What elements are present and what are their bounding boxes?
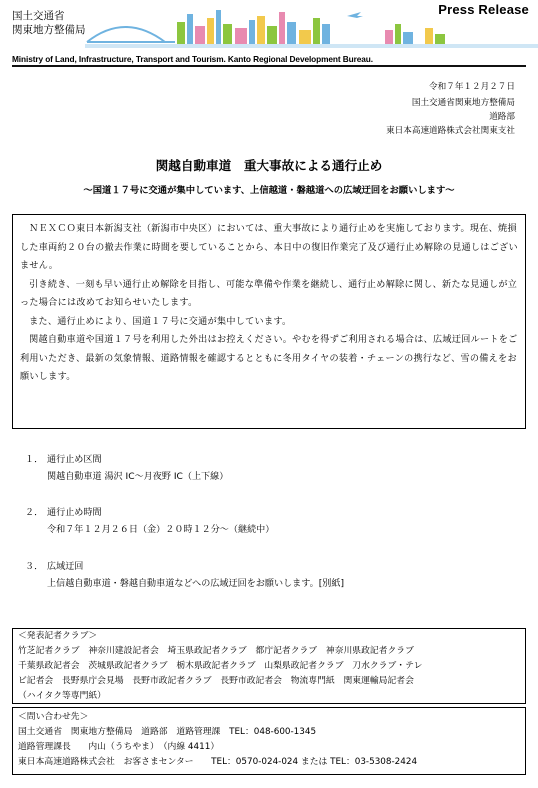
item-2-number: ２． (25, 508, 44, 518)
document-title: 関越自動車道 重大事故による通行止め (155, 158, 383, 173)
press-clubs-line: 竹芝記者クラブ 神奈川建設記者会 埼玉県政記者クラブ 都庁記者クラブ 神奈川県政記者クラブ (18, 646, 414, 656)
issuer-line3: 東日本高速道路株式会社関東支社 (386, 126, 515, 136)
contact-line: 道路管理課長 内山（うちやま） （内線 4411） (18, 742, 220, 752)
item-1-heading: 通行止め区間 (47, 455, 102, 465)
item-2-detail: 令和７年１２月２６日（金）２０時１２分～（継続中） (47, 525, 275, 535)
issuer-line1: 国土交通省関東地方整備局 (411, 98, 515, 108)
contact-heading: ＜問い合わせ先＞ (18, 712, 89, 722)
item-1-detail: 関越自動車道 湯沢 IC～月夜野 IC（上下線） (47, 472, 229, 482)
press-clubs-line: （ハイタク等専門紙） (18, 691, 106, 701)
document-subtitle: ～国道１７号に交通が集中しています、上信越道・磐越道への広域迂回をお願いします～ (83, 185, 455, 196)
press-release-label: Press Release (438, 2, 529, 17)
item-3-number: ３． (25, 562, 44, 572)
header-divider (12, 65, 526, 67)
press-clubs-line: 千葉県政記者会 茨城県政記者クラブ 栃木県政記者クラブ 山梨県政記者クラブ 刀水クラブ・テレ (18, 661, 423, 671)
item-3-detail: 上信越自動車道・磐越自動車道などへの広域迂回をお願いします。[別紙] (47, 579, 345, 589)
press-clubs-line: ビ記者会 長野県庁会見場 長野市政記者クラブ 長野市政記者会 物流専門紙 関東運輸局記者会 (18, 676, 414, 686)
org-name-line1: 国土交通省 (12, 10, 65, 22)
item-1-number: １． (25, 455, 44, 465)
ministry-english-name: Ministry of Land, Infrastructure, Transport and Tourism. Kanto Regional Development Bureau. (12, 54, 373, 64)
issuer-line2: 道路部 (489, 112, 515, 122)
item-2-heading: 通行止め時間 (47, 508, 102, 518)
release-date: 令和７年１２月２７日 (429, 82, 515, 92)
body-paragraph-2: 引き続き、一刻も早い通行止め解除を目指し、可能な準備や作業を継続し、通行止め解除に関し、新たな見通しが立った場合には改めてお知らせいたします。 (20, 279, 518, 308)
org-name-line2: 関東地方整備局 (12, 24, 86, 36)
body-paragraph-4: 関越自動車道や国道１７号を利用した外出はお控えください。やむを得ずご利用される場合は、広域迂回ルートをご利用いただき、最新の気象情報、道路情報を確認するとともに冬用タイヤの装着・チェーンの携行など、雪の備えをお願いします。 (20, 335, 518, 382)
contact-line: 東日本高速道路株式会社 お客さまセンター TEL：0570-024-024 または TEL：03-5308-2424 (18, 757, 418, 767)
skyline-illustration (85, 4, 538, 50)
contact-line: 国土交通省 関東地方整備局 道路部 道路管理課 TEL：048-600-1345 (18, 727, 317, 737)
notice-body (20, 220, 520, 387)
press-clubs-heading: ＜発表記者クラブ＞ (18, 631, 98, 641)
item-3-heading: 広域迂回 (47, 562, 84, 572)
body-paragraph-1: ＮＥＸＣＯ東日本新潟支社（新潟市中央区）においては、重大事故により通行止めを実施しております。現在、焼損した車両約２０台の撤去作業に時間を要していることから、本日中の復旧作業完了及び通行止め解除の見通しはございません。 (20, 224, 518, 271)
body-paragraph-3: また、通行止めにより、国道１７号に交通が集中しています。 (29, 316, 292, 327)
